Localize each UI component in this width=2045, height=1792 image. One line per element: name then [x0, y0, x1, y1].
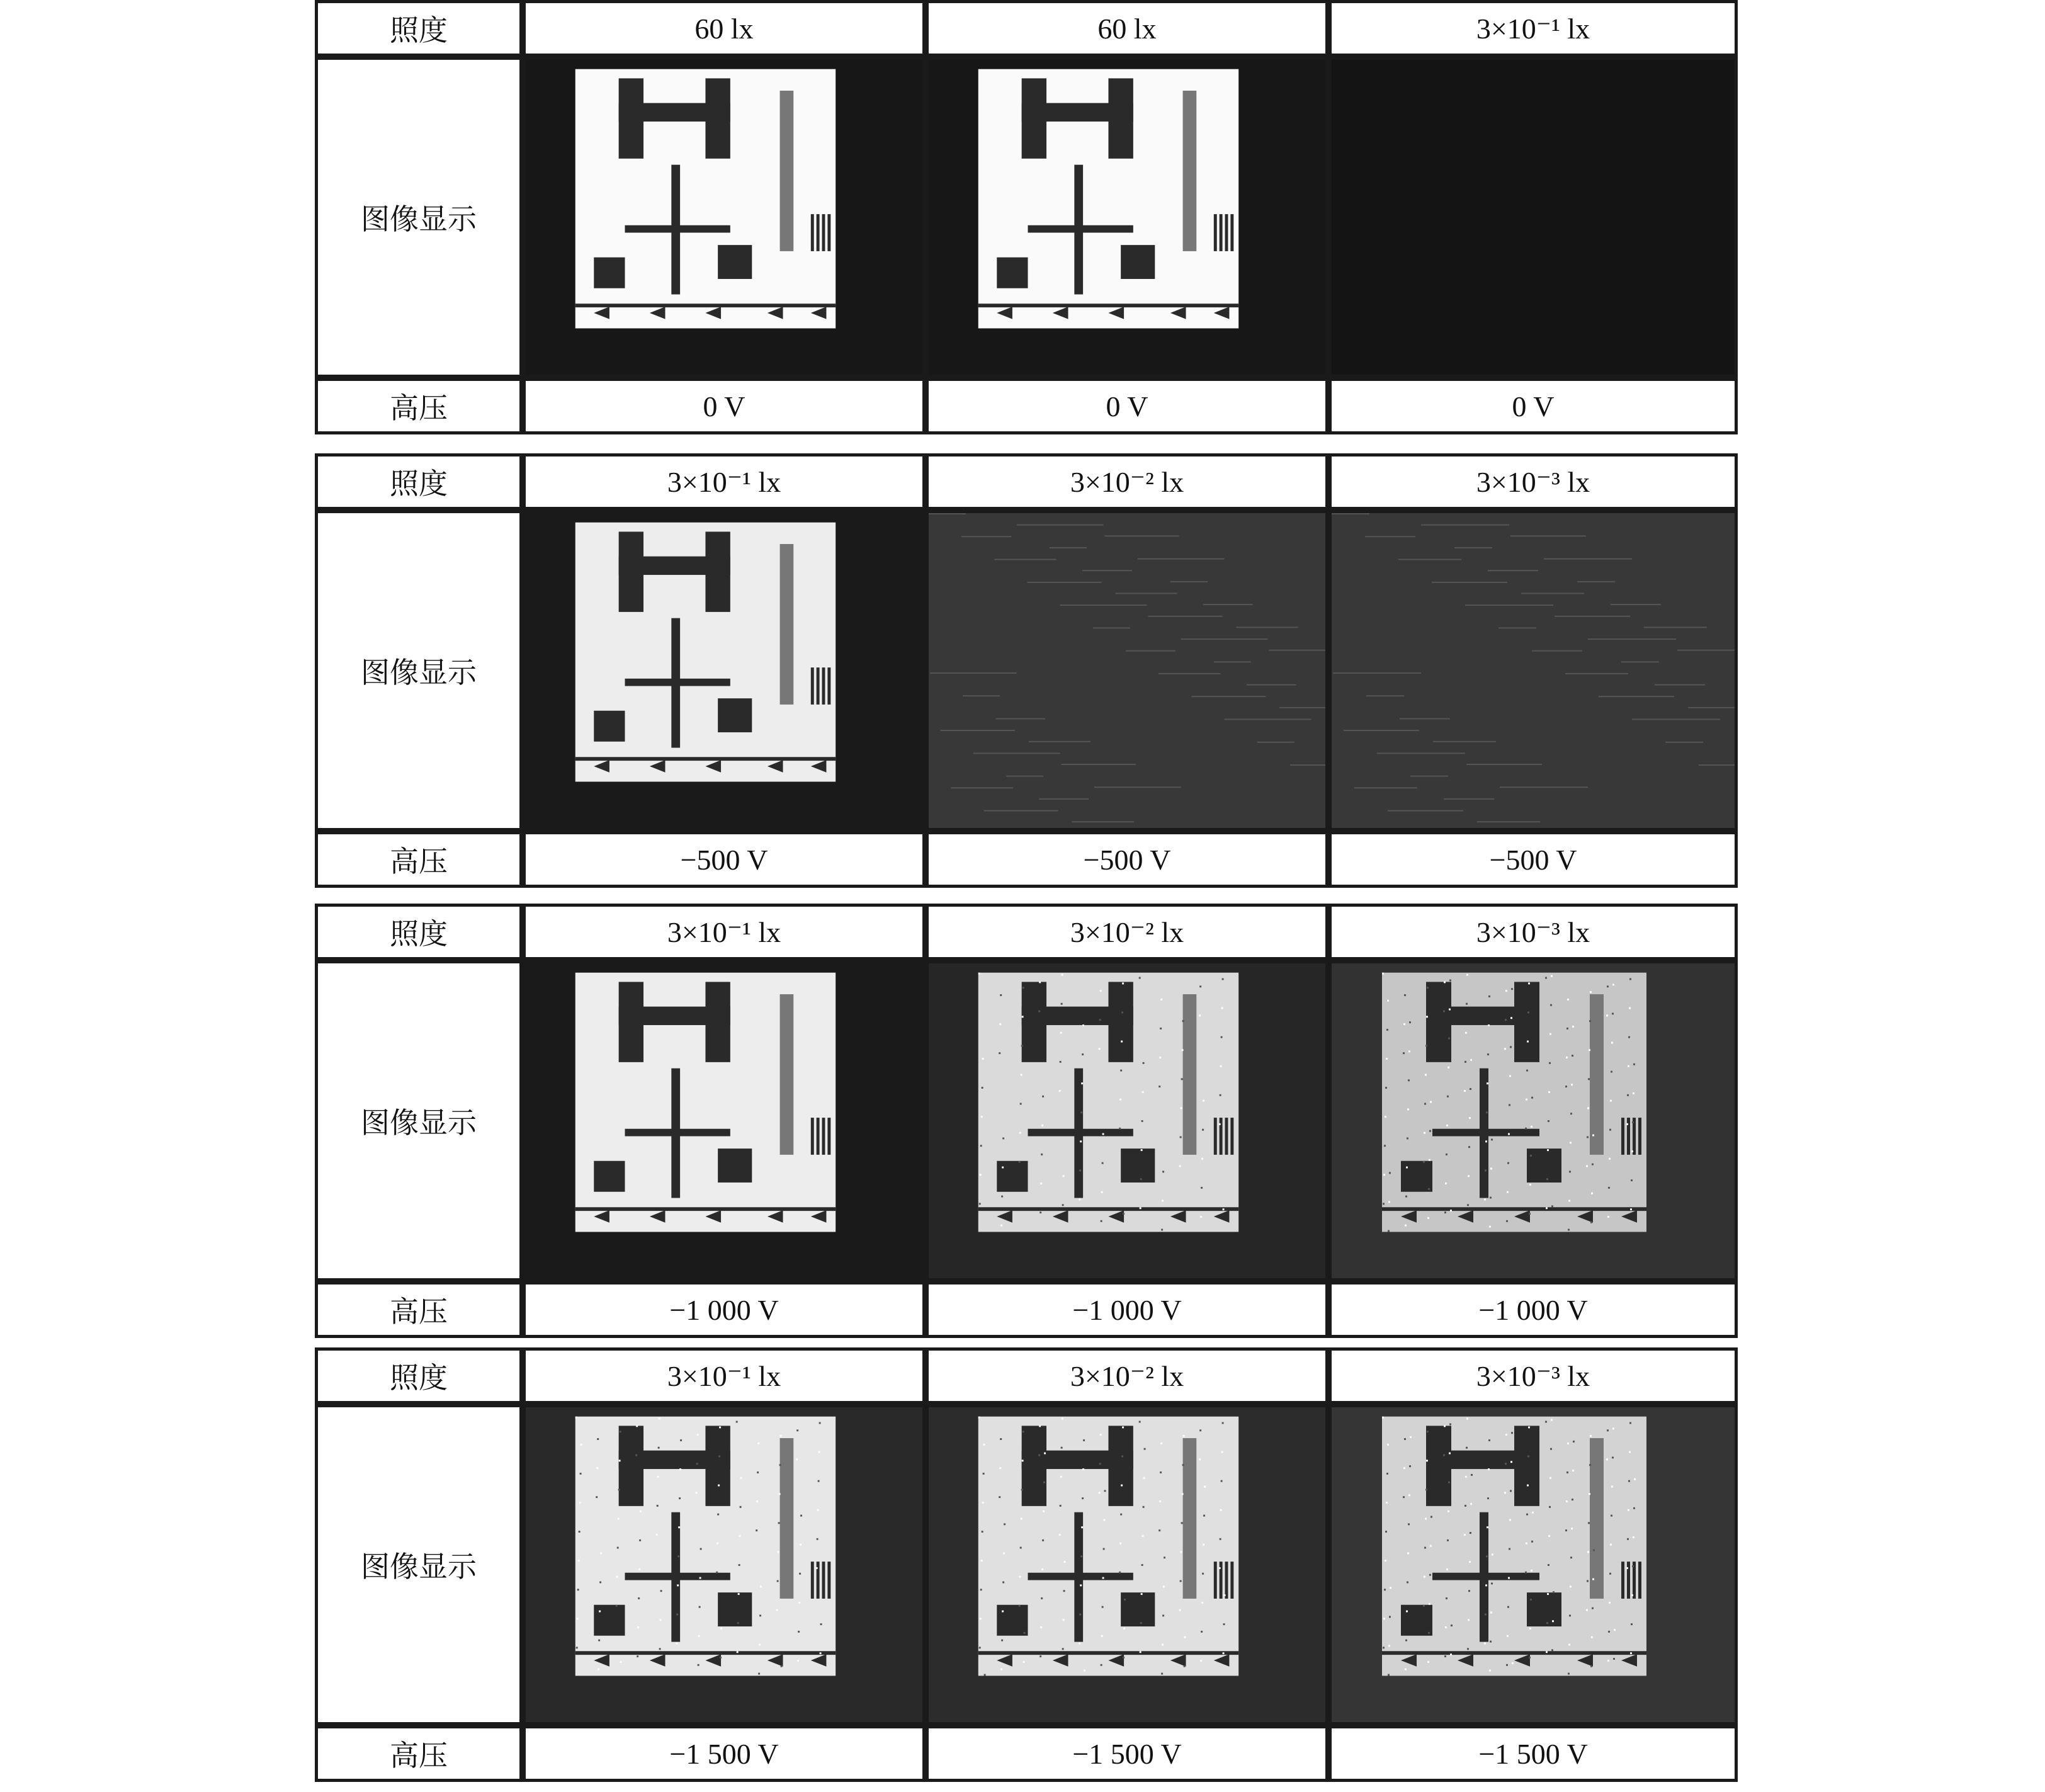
test-chart-image [526, 1407, 922, 1722]
high-voltage-value: −1 500 V [523, 1725, 926, 1782]
image-cell [523, 960, 926, 1281]
image-display-label: 图像显示 [315, 960, 523, 1281]
illuminance-value: 3×10⁻¹ lx [523, 904, 926, 960]
high-voltage-label: 高压 [315, 1281, 523, 1338]
illuminance-value: 3×10⁻² lx [926, 453, 1328, 510]
high-voltage-row [315, 378, 1738, 434]
high-voltage-row [315, 831, 1738, 888]
image-cell [1328, 960, 1738, 1281]
illuminance-label: 照度 [315, 904, 523, 960]
test-chart-image [1332, 1407, 1735, 1722]
image-cell [1328, 1404, 1738, 1725]
test-chart-image [526, 513, 922, 828]
image-row [315, 960, 1738, 1281]
high-voltage-value: 0 V [523, 378, 926, 434]
test-chart-image [1332, 963, 1735, 1278]
high-voltage-value: −1 000 V [1328, 1281, 1738, 1338]
high-voltage-label: 高压 [315, 831, 523, 888]
image-display-label: 图像显示 [315, 1404, 523, 1725]
image-cell [523, 57, 926, 378]
image-cell [926, 1404, 1328, 1725]
illuminance-row [315, 0, 1738, 57]
high-voltage-row [315, 1725, 1738, 1782]
high-voltage-value: −1 500 V [926, 1725, 1328, 1782]
image-display-label: 图像显示 [315, 510, 523, 831]
high-voltage-value: −1 000 V [523, 1281, 926, 1338]
illuminance-value: 3×10⁻³ lx [1328, 904, 1738, 960]
illuminance-row [315, 904, 1738, 960]
high-voltage-value: −500 V [1328, 831, 1738, 888]
image-cell [926, 960, 1328, 1281]
high-voltage-value: −500 V [523, 831, 926, 888]
illuminance-label: 照度 [315, 453, 523, 510]
high-voltage-label: 高压 [315, 378, 523, 434]
test-chart-image [929, 513, 1325, 828]
image-display-label: 图像显示 [315, 57, 523, 378]
test-chart-image [526, 963, 922, 1278]
image-cell [1328, 57, 1738, 378]
illuminance-value: 60 lx [523, 0, 926, 57]
high-voltage-label: 高压 [315, 1725, 523, 1782]
illuminance-label: 照度 [315, 1347, 523, 1404]
image-cell [926, 510, 1328, 831]
illuminance-row [315, 453, 1738, 510]
illuminance-value: 3×10⁻¹ lx [1328, 0, 1738, 57]
image-cell [926, 57, 1328, 378]
image-cell [1328, 510, 1738, 831]
image-row [315, 1404, 1738, 1725]
test-chart-image [1332, 60, 1735, 375]
high-voltage-value: −1 000 V [926, 1281, 1328, 1338]
high-voltage-value: 0 V [1328, 378, 1738, 434]
illuminance-label: 照度 [315, 0, 523, 57]
test-chart-image [929, 1407, 1325, 1722]
illuminance-value: 3×10⁻² lx [926, 904, 1328, 960]
image-row [315, 510, 1738, 831]
high-voltage-value: 0 V [926, 378, 1328, 434]
high-voltage-value: −500 V [926, 831, 1328, 888]
illuminance-value: 3×10⁻¹ lx [523, 453, 926, 510]
illuminance-value: 3×10⁻³ lx [1328, 453, 1738, 510]
high-voltage-row [315, 1281, 1738, 1338]
test-chart-image [1332, 513, 1735, 828]
image-cell [523, 510, 926, 831]
illuminance-value: 3×10⁻³ lx [1328, 1347, 1738, 1404]
test-chart-image [929, 60, 1325, 375]
image-row [315, 57, 1738, 378]
illuminance-value: 3×10⁻¹ lx [523, 1347, 926, 1404]
illuminance-row [315, 1347, 1738, 1404]
high-voltage-value: −1 500 V [1328, 1725, 1738, 1782]
illuminance-value: 3×10⁻² lx [926, 1347, 1328, 1404]
test-chart-image [929, 963, 1325, 1278]
test-chart-image [526, 60, 922, 375]
image-cell [523, 1404, 926, 1725]
illuminance-value: 60 lx [926, 0, 1328, 57]
